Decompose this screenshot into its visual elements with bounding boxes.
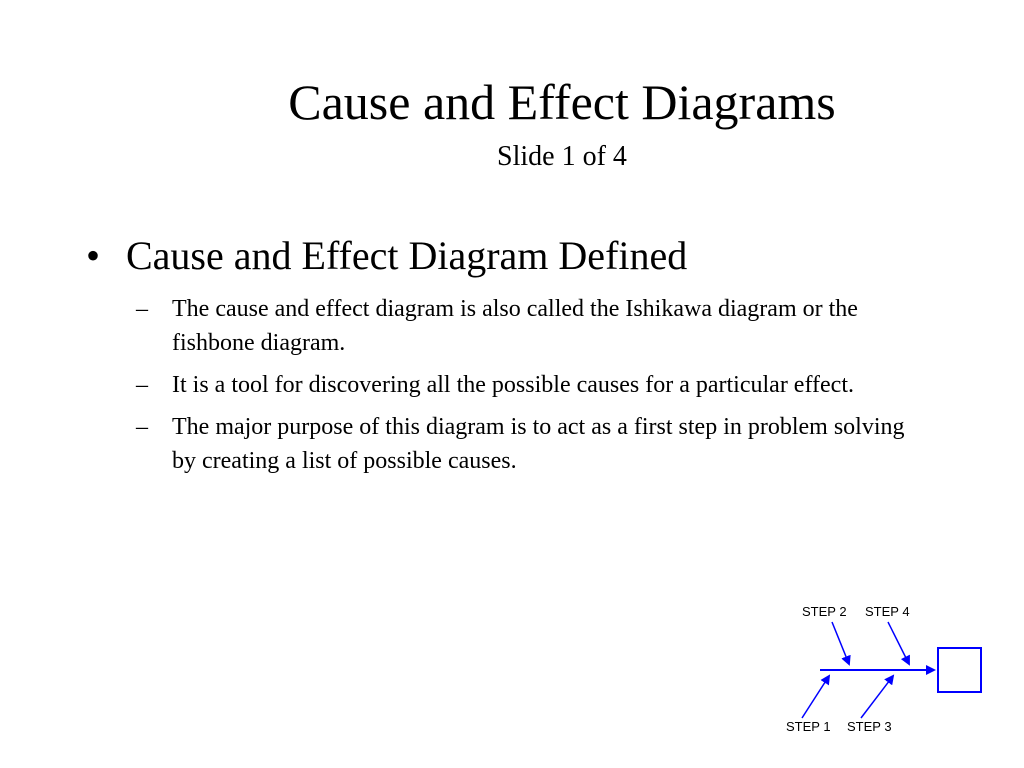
sub-bullet-item xyxy=(136,292,926,360)
step1-arrow xyxy=(802,676,829,718)
step2-label: STEP 2 xyxy=(802,604,847,619)
fishbone-diagram xyxy=(770,592,1000,742)
sub-bullet-list xyxy=(136,292,926,486)
sub-bullet-text: The cause and effect diagram is also called the Ishikawa diagram or the fishbone diagram. xyxy=(172,296,858,356)
step2-arrow xyxy=(832,622,849,664)
dash-marker: – xyxy=(136,372,148,398)
bullet-marker: • xyxy=(86,233,101,278)
step3-arrow xyxy=(861,676,893,718)
main-bullet-text: Cause and Effect Diagram Defined xyxy=(126,233,688,278)
sub-bullet-item xyxy=(136,368,926,402)
sub-bullet-text: The major purpose of this diagram is to act as a first step in problem solving by creating a list of possible causes. xyxy=(172,414,905,474)
sub-bullet-text: It is a tool for discovering all the possible causes for a particular effect. xyxy=(172,372,854,398)
slide-subtitle: Slide 1 of 4 xyxy=(497,141,627,172)
step4-label: STEP 4 xyxy=(865,604,910,619)
step3-label: STEP 3 xyxy=(847,719,892,734)
main-bullet xyxy=(86,232,687,280)
step1-label: STEP 1 xyxy=(786,719,831,734)
dash-marker: – xyxy=(136,296,148,322)
effect-box xyxy=(938,648,981,692)
slide-title: Cause and Effect Diagrams xyxy=(288,74,836,130)
sub-bullet-item xyxy=(136,410,926,478)
dash-marker: – xyxy=(136,414,148,440)
step4-arrow xyxy=(888,622,909,664)
